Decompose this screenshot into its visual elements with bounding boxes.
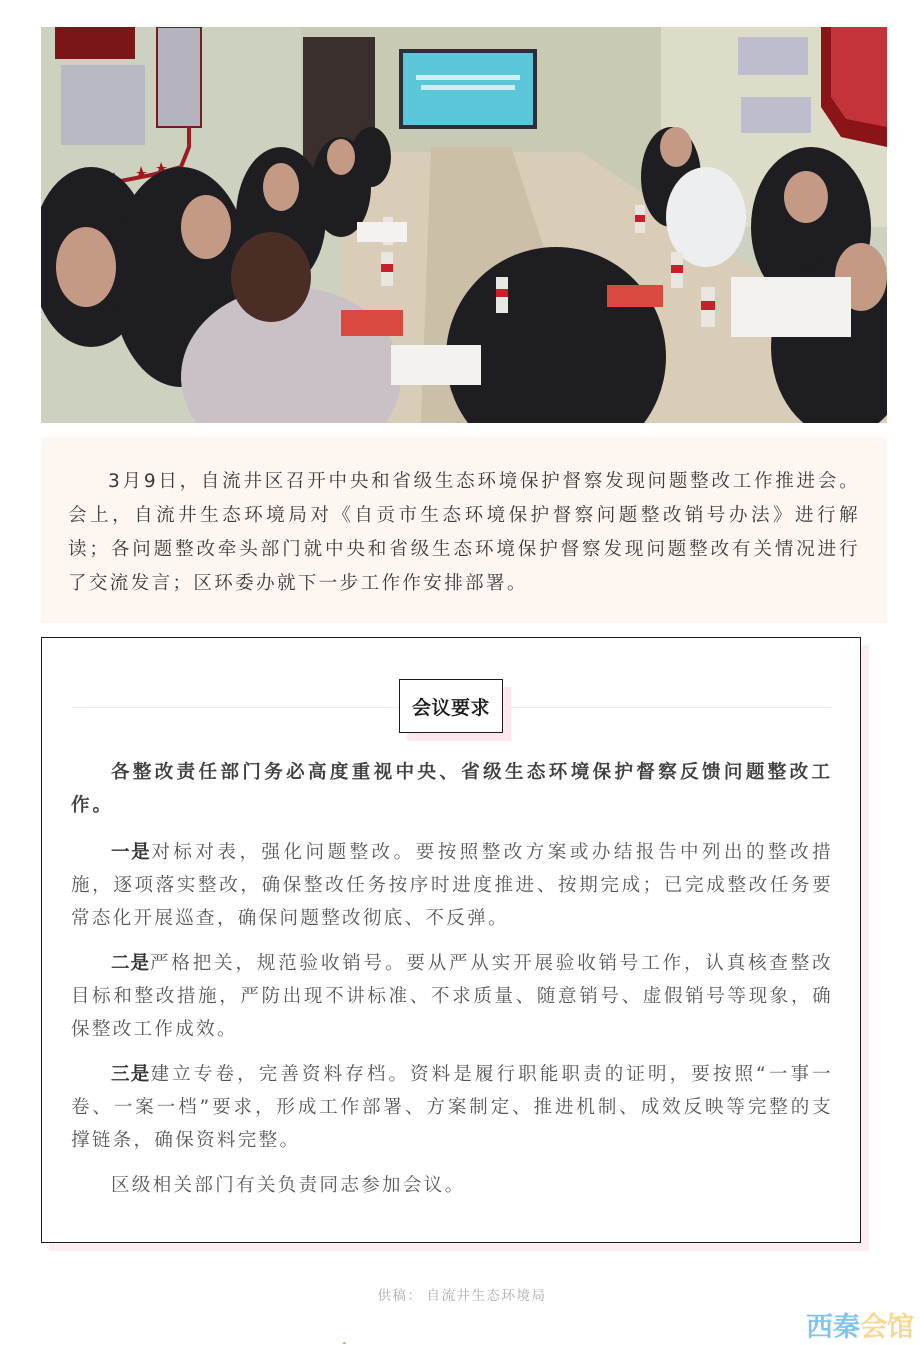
meeting-photo <box>41 27 887 423</box>
intro-summary-box <box>41 437 887 623</box>
requirement-item-3 <box>71 1058 833 1157</box>
decorative-dot <box>343 1342 346 1344</box>
site-watermark-logo <box>806 1305 914 1344</box>
requirement-item-2-text: 严格把关，规范验收销号。要从严从实开展验收销号工作，认真核查整改目标和整改措施，严防出现不讲标准、不求质量、随意销号、虚假销号等现象，确保整改工作成效。 <box>71 953 833 1040</box>
credit-source: 自流井生态环境局 <box>426 1288 547 1304</box>
intro-paragraph: 3月9日，自流井区召开中央和省级生态环境保护督察发现问题整改工作推进会。会上，自流井生态环境局对《自贡市生态环境保护督察问题整改销号办法》进行解读；各问题整改牵头部门就中央和省级生态环境保护督察发现问题整改有关情况进行了交流发言；区环委办就下一步工作作安排部署。 <box>68 471 860 594</box>
requirement-item-1-text: 对标对表，强化问题整改。要按照整改方案或办结报告中列出的整改措施，逐项落实整改，确保整改任务按序时进度推进、按期完成；已完成整改任务要常态化开展巡查，确保问题整改彻底、不反弹。 <box>71 842 833 929</box>
credit-label: 供稿： <box>377 1288 423 1304</box>
requirements-box <box>41 637 861 1243</box>
watermark-text-part2: 会馆 <box>860 1312 914 1343</box>
requirement-item-1 <box>71 836 833 935</box>
requirement-item-3-text: 建立专卷，完善资料存档。资料是履行职能职责的证明，要按照“一事一卷、一案一档”要求，形成工作部署、方案制定、推进机制、成效反映等完整的支撑链条，确保资料完整。 <box>71 1064 833 1151</box>
requirement-item-1-label: 一是 <box>111 842 152 863</box>
meeting-photo-illustration <box>41 27 887 423</box>
requirements-body <box>71 756 833 1214</box>
requirements-title: 会议要求 <box>399 679 503 733</box>
requirements-lead: 各整改责任部门务必高度重视中央、省级生态环境保护督察反馈问题整改工作。 <box>71 762 833 816</box>
requirement-item-2 <box>71 947 833 1046</box>
watermark-text-part1: 西秦 <box>806 1312 860 1343</box>
requirements-closing: 区级相关部门有关负责同志参加会议。 <box>111 1175 466 1196</box>
requirement-item-2-label: 二是 <box>111 953 151 974</box>
source-credit <box>0 1284 924 1304</box>
requirement-item-3-label: 三是 <box>111 1064 151 1085</box>
